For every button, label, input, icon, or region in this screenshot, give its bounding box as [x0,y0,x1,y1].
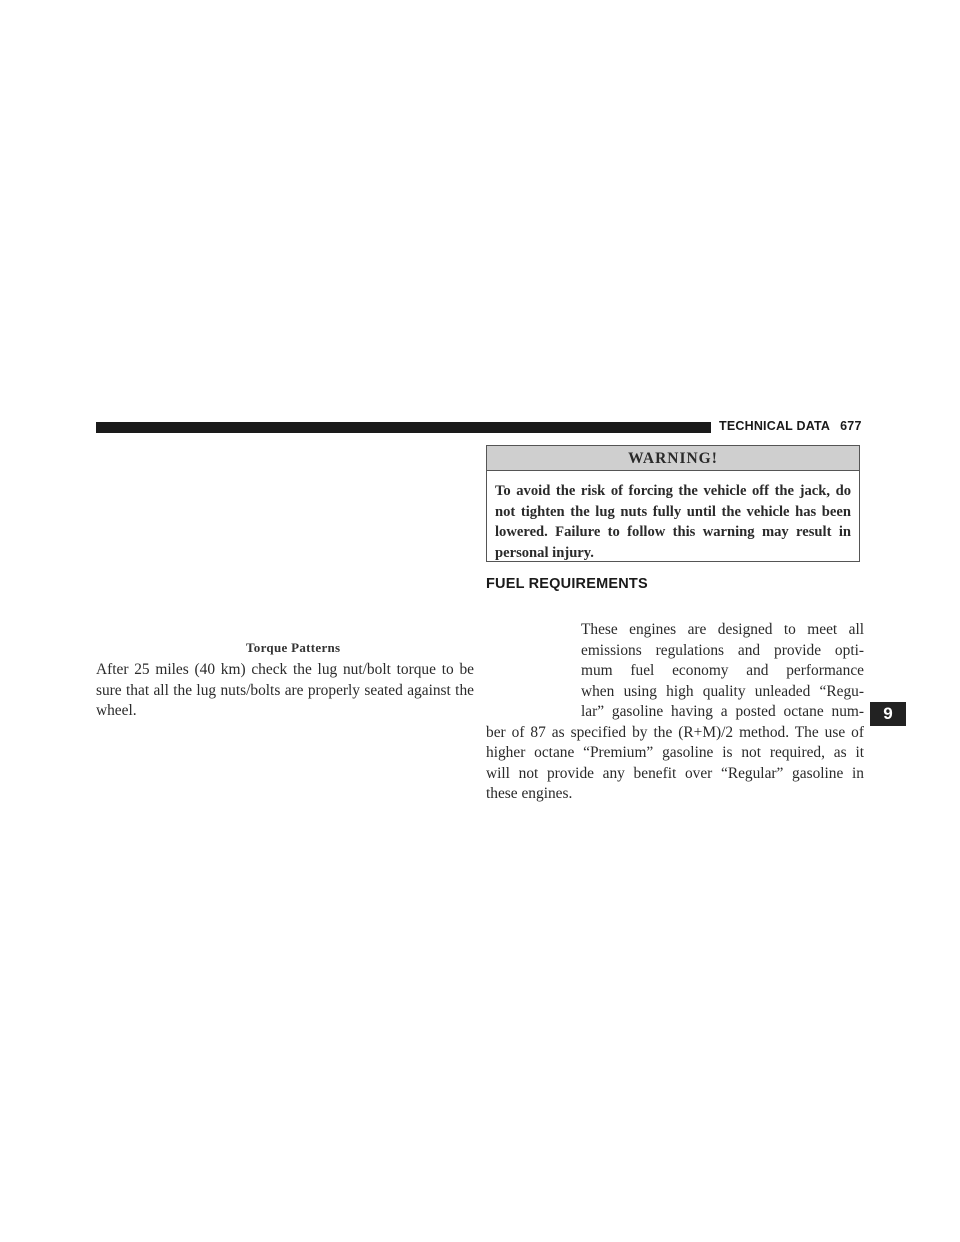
warning-title: WARNING! [487,446,859,471]
fuel-line: ber of 87 as specified by the (R+M)/2 method. The use of [486,723,864,741]
fuel-line: mum fuel economy and performance [581,662,864,679]
warning-text: To avoid the risk of forcing the vehicle off the jack, do not tighten the lug nuts fully until the vehicle has been lowered. Failure to follow this warning may result in personal injury. [495,483,851,561]
warning-box [486,445,860,562]
fuel-requirements-heading: FUEL REQUIREMENTS [486,576,648,592]
fuel-line: higher octane “Premium” gasoline is not required, as it [486,744,864,761]
running-header [719,419,862,433]
chapter-tab: 9 [870,702,906,726]
page-number: 677 [840,419,862,433]
fuel-line: These engines are designed to meet all [581,621,864,638]
section-title: TECHNICAL DATA [719,419,831,433]
header-rule [96,422,711,433]
fuel-requirements-paragraph [486,620,864,805]
fuel-line: will not provide any benefit over “Regular” gasoline in [486,764,864,782]
torque-check-paragraph: After 25 miles (40 km) check the lug nut/bolt torque to be sure that all the lug nuts/bolts are properly seated against the wheel. [96,661,474,719]
fuel-line: emissions regulations and provide opti- [581,641,864,659]
figure-caption: Torque Patterns [246,640,341,655]
fuel-line: lar” gasoline having a posted octane num- [581,703,864,720]
fuel-line: when using high quality unleaded “Regu- [581,682,864,700]
fuel-line: these engines. [486,785,573,802]
